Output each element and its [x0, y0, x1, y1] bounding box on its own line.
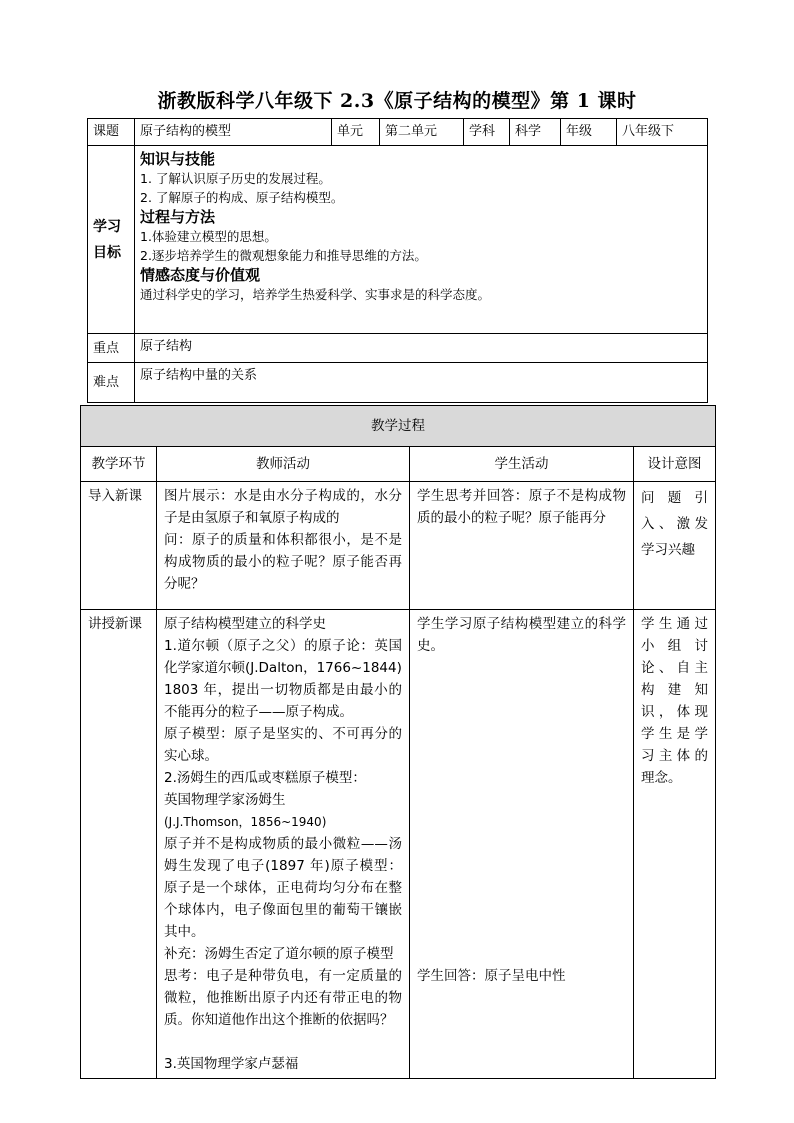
topic-label: 课题: [88, 119, 135, 146]
teacher-activity-text: 原子结构模型建立的科学史: [164, 616, 326, 632]
objectives-label: [88, 146, 135, 334]
objective-heading-knowledge: 知识与技能: [140, 150, 216, 168]
student-activity-text: 学生学习原子结构模型建立的科学史。: [417, 616, 626, 654]
design-intent-cell: 问题引入、激发学习兴趣: [634, 482, 716, 610]
difficulty-value: 原子结构中量的关系: [135, 363, 708, 403]
subject-label: 学科: [464, 119, 510, 146]
design-intent-cell: 学生通过小组讨论、自主构建知识，体现学生是学习主体的理念。: [634, 610, 716, 1079]
topic-value: 原子结构的模型: [135, 119, 332, 146]
page-title: 浙教版科学八年级下 2.3《原子结构的模型》第 1 课时: [157, 90, 637, 112]
teacher-activity-text: (J.J.Thomson，1856~1940): [164, 815, 327, 829]
objective-item: 2.逐步培养学生的微观想象能力和推导思维的方法。: [140, 248, 427, 263]
objectives-label-line2: 目标: [93, 244, 121, 261]
unit-value: 第二单元: [380, 119, 464, 146]
unit-label: 单元: [332, 119, 380, 146]
teacher-activity-text: 英国物理学家汤姆生: [164, 792, 286, 808]
difficulty-label: 难点: [88, 363, 135, 403]
teacher-activity-cell: [157, 610, 410, 1079]
stage-cell: 讲授新课: [81, 610, 157, 1079]
objective-item: 1.体验建立模型的思想。: [140, 229, 277, 244]
key-point-label: 重点: [88, 334, 135, 363]
objective-item: 1. 了解认识原子历史的发展过程。: [140, 171, 331, 186]
objective-heading-process: 过程与方法: [140, 208, 216, 226]
teacher-activity-text: 原子并不是构成物质的最小微粒——汤姆生发现了电子(1897 年)原子模型：原子是一个球体，正电荷均匀分布在整个球体内，电子像面包里的葡萄干镶嵌其中。: [164, 836, 402, 940]
subject-value: 科学: [510, 119, 561, 146]
lesson-info-table: [87, 118, 708, 403]
column-header-stage: 教学环节: [81, 447, 157, 482]
teacher-activity-text: 问：原子的质量和体积都很小，是不是构成物质的最小的粒子呢？原子能否再分呢？: [164, 532, 402, 592]
column-header-intent: 设计意图: [634, 447, 716, 482]
teacher-activity-text: 思考：电子是种带负电，有一定质量的微粒，他推断出原子内还有带正电的物质。你知道他作出这个推断的依据吗？: [164, 968, 402, 1028]
key-point-value: 原子结构: [135, 334, 708, 363]
grade-value: 八年级下: [617, 119, 708, 146]
student-activity-cell: 学生思考并回答：原子不是构成物质的最小的粒子呢？原子能再分: [410, 482, 634, 610]
teacher-activity-cell: [157, 482, 410, 610]
teacher-activity-text: 补充：汤姆生否定了道尔顿的原子模型: [164, 946, 394, 962]
column-header-student: 学生活动: [410, 447, 634, 482]
teacher-activity-text: 1.道尔顿（原子之父）的原子论：英国化学家道尔顿(J.Dalton，1766~1844): [164, 638, 402, 676]
stage-cell: 导入新课: [81, 482, 157, 610]
grade-label: 年级: [561, 119, 617, 146]
teacher-activity-text: 3.英国物理学家卢瑟福: [164, 1056, 299, 1072]
objective-item: 通过科学史的学习，培养学生热爱科学、实事求是的科学态度。: [140, 287, 491, 302]
teacher-activity-text: 原子模型：原子是坚实的、不可再分的实心球。: [164, 726, 402, 764]
objective-heading-attitude: 情感态度与价值观: [140, 266, 261, 284]
teaching-process-table: [80, 405, 716, 1079]
teacher-activity-text: 1803 年，提出一切物质都是由最小的不能再分的粒子——原子构成。: [164, 682, 402, 720]
student-activity-text: 学生回答：原子呈电中性: [417, 968, 566, 984]
objectives-content: [135, 146, 708, 334]
table-row: [81, 610, 716, 1079]
objective-item: 2. 了解原子的构成、原子结构模型。: [140, 190, 344, 205]
process-header: 教学过程: [81, 406, 716, 447]
teacher-activity-text: 2.汤姆生的西瓜或枣糕原子模型：: [164, 770, 366, 786]
student-activity-cell: [410, 610, 634, 1079]
objectives-label-line1: 学习: [93, 218, 121, 235]
teacher-activity-text: 图片展示：水是由水分子构成的，水分子是由氢原子和氧原子构成的: [164, 488, 402, 526]
column-header-teacher: 教师活动: [157, 447, 410, 482]
table-row: [81, 482, 716, 610]
